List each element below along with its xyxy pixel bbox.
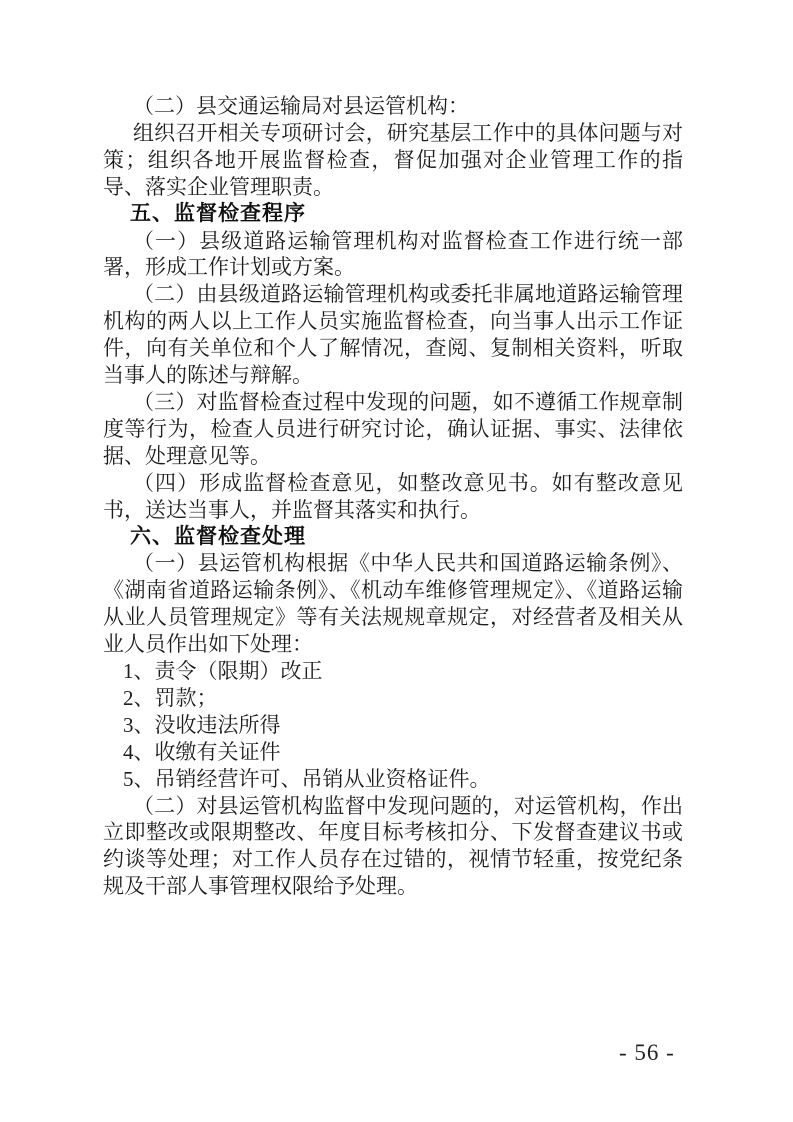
- paragraph: （三）对监督检查过程中发现的问题，如不遵循工作规章制度等行为，检查人员进行研究讨论，确认证据、事实、法律依据、处理意见等。: [103, 389, 683, 468]
- list-item: 3、没收违法所得: [123, 712, 281, 737]
- paragraph: （一）县运管机构根据《中华人民共和国道路运输条例》、《湖南省道路运输条例》、《机动车维修管理规定》、《道路运输从业人员管理规定》等有关法规规章规定，对经营者及相关从业人员作出如下处理：: [103, 551, 683, 657]
- paragraph: （一）县级道路运输管理机构对监督检查工作进行统一部署，形成工作计划或方案。: [103, 228, 683, 280]
- text-block: [103, 93, 683, 900]
- list-item: 1、责令（限期）改正: [123, 659, 323, 684]
- page-number: - 56 -: [619, 1040, 675, 1065]
- list-item: 5、吊销经营许可、吊销从业资格证件。: [123, 766, 491, 791]
- list-item: 2、罚款；: [123, 685, 218, 710]
- paragraph: （二）县交通运输局对县运管机构：: [133, 94, 469, 118]
- section-heading: 六、监督检查处理: [130, 524, 306, 548]
- paragraph: （二）由县级道路运输管理机构或委托非属地道路运输管理机构的两人以上工作人员实施监督检查，向当事人出示工作证件，向有关单位和个人了解情况，查阅、复制相关资料，听取当事人的陈述与辩解。: [103, 282, 683, 388]
- paragraph: （二）对县运管机构监督中发现问题的，对运管机构，作出立即整改或限期整改、年度目标考核扣分、下发督查建议书或约谈等处理；对工作人员存在过错的，视情节轻重，按党纪条规及干部人事管理权限给予处理。: [103, 793, 683, 899]
- section-heading: 五、监督检查程序: [130, 201, 306, 225]
- list-item: 4、收缴有关证件: [123, 739, 281, 764]
- paragraph: 组织召开相关专项研讨会，研究基层工作中的具体问题与对策；组织各地开展监督检查，督促加强对企业管理工作的指导、落实企业管理职责。: [103, 120, 683, 199]
- paragraph: （四）形成监督检查意见，如整改意见书。如有整改意见书，送达当事人，并监督其落实和执行。: [103, 470, 683, 522]
